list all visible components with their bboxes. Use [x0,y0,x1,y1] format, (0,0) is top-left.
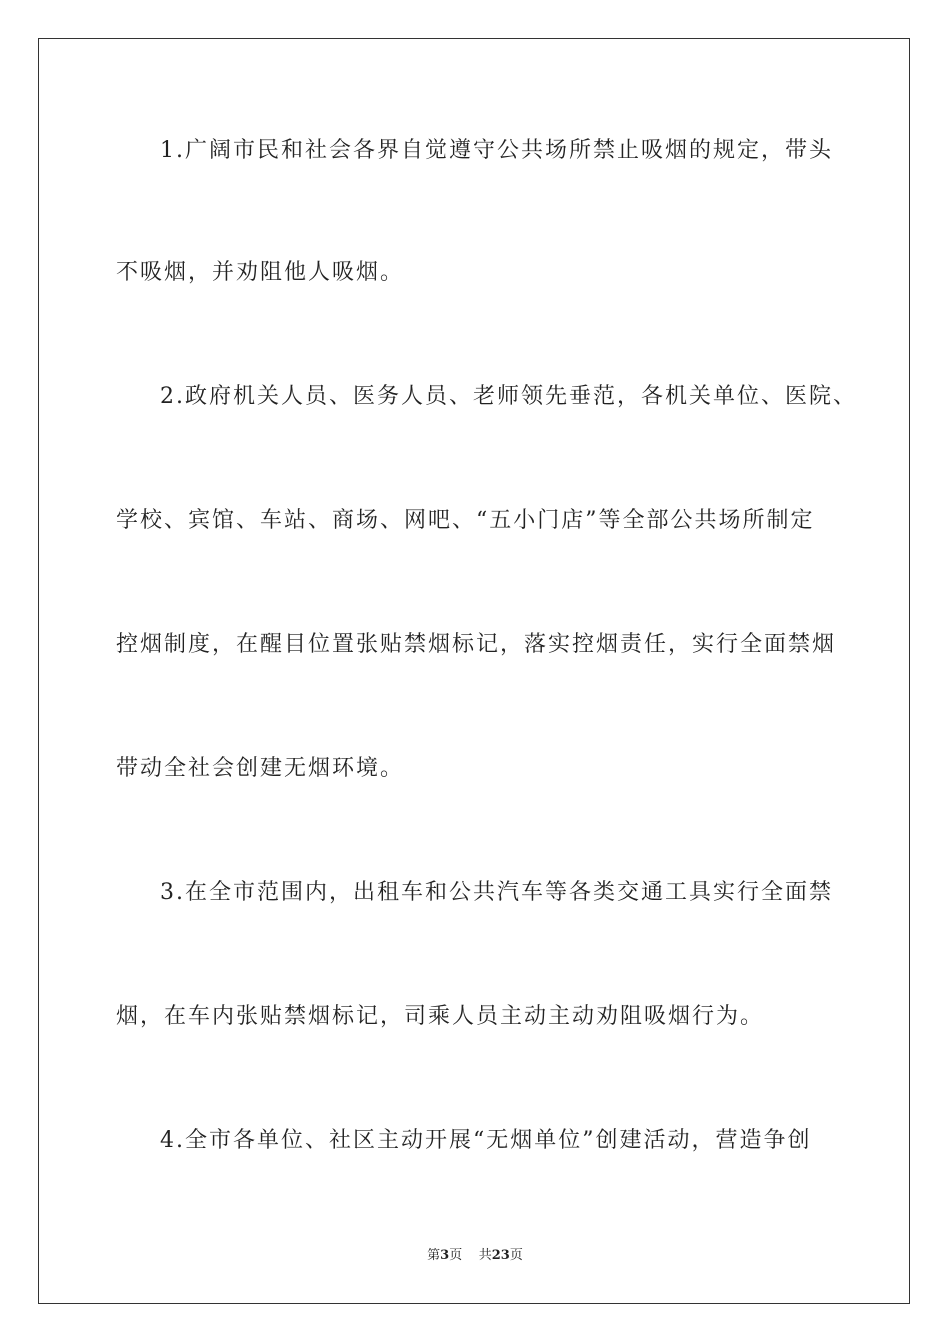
footer-page-number: 3 [440,1248,450,1263]
footer-page-prefix: 第 [427,1248,441,1263]
page-footer [0,1247,950,1265]
paragraph-2-line-1: 2.政府机关人员、医务人员、老师领先垂范，各机关单位、医院、 [160,384,857,409]
paragraph-2-line-2: 学校、宾馆、车站、商场、网吧、“五小门店”等全部公共场所制定 [116,508,815,533]
paragraph-3-line-1: 3.在全市范围内，出租车和公共汽车等各类交通工具实行全面禁 [160,880,833,905]
footer-total-prefix: 共 [478,1248,492,1263]
footer-page-suffix: 页 [449,1248,463,1263]
footer-total-pages: 23 [491,1248,510,1263]
footer-total-suffix: 页 [509,1248,523,1263]
paragraph-3-line-2: 烟，在车内张贴禁烟标记，司乘人员主动主动劝阻吸烟行为。 [116,1004,765,1029]
paragraph-1-line-2: 不吸烟，并劝阻他人吸烟。 [116,260,405,285]
paragraph-4-line-1: 4.全市各单位、社区主动开展“无烟单位”创建活动，营造争创 [160,1128,812,1153]
page-border [38,38,910,1304]
paragraph-1-line-1: 1.广阔市民和社会各界自觉遵守公共场所禁止吸烟的规定，带头 [160,138,833,163]
paragraph-2-line-4: 带动全社会创建无烟环境。 [116,756,405,781]
paragraph-2-line-3: 控烟制度，在醒目位置张贴禁烟标记，落实控烟责任，实行全面禁烟 [116,632,837,657]
